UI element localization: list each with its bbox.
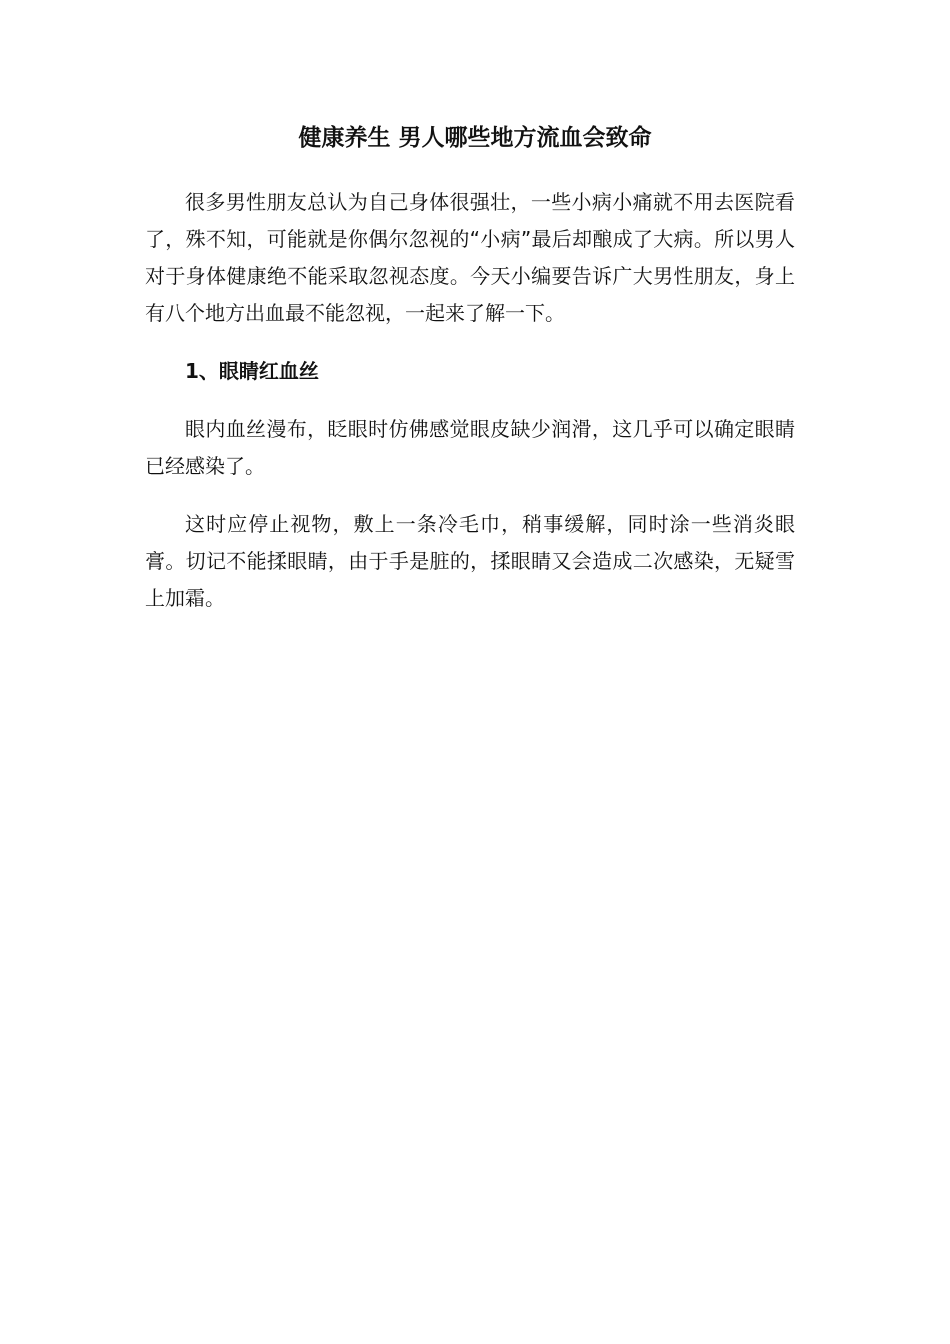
section-paragraph: 这时应停止视物，敷上一条冷毛巾，稍事缓解，同时涂一些消炎眼膏。切记不能揉眼睛，由于手是脏的，揉眼睛又会造成二次感染，无疑雪上加霜。 — [145, 512, 795, 610]
document-body — [145, 184, 795, 638]
section-heading-eye-bloodshot: 1、眼睛红血丝 — [185, 359, 319, 383]
document-title: 健康养生 男人哪些地方流血会致命 — [298, 125, 652, 151]
intro-paragraph: 很多男性朋友总认为自己身体很强壮，一些小病小痛就不用去医院看了，殊不知，可能就是你偶尔忽视的“小病”最后却酿成了大病。所以男人对于身体健康绝不能采取忽视态度。今天小编要告诉广大男性朋友，身上有八个地方出血最不能忽视，一起来了解一下。 — [145, 190, 795, 325]
section-paragraph: 眼内血丝漫布，眨眼时仿佛感觉眼皮缺少润滑，这几乎可以确定眼睛已经感染了。 — [145, 417, 795, 478]
